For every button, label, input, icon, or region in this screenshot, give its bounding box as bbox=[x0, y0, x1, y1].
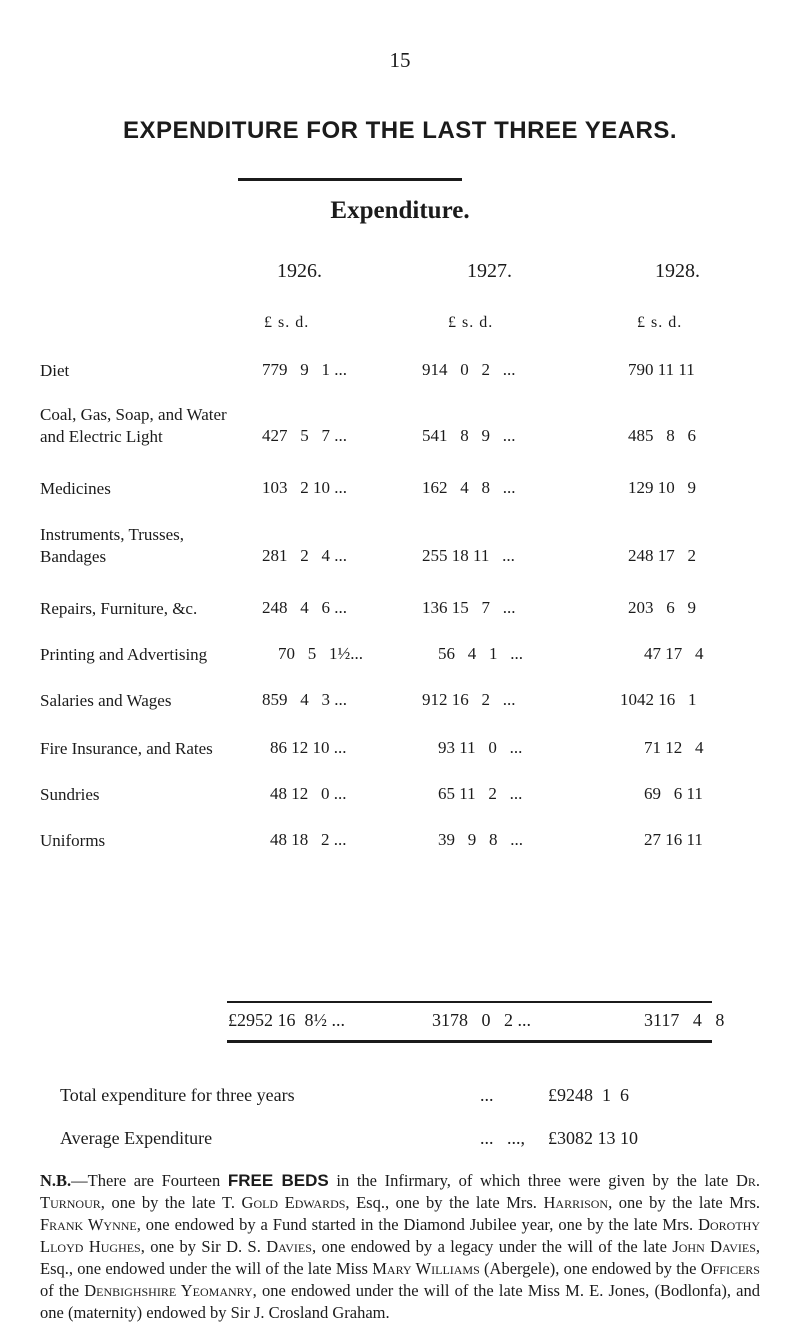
note-text: , Esq., one endowed under the will of the late Miss bbox=[40, 1237, 760, 1278]
row-1926-diet: 779 9 1 ... bbox=[262, 360, 347, 379]
row-1926-printing: 70 5 1½... bbox=[278, 644, 363, 663]
note-text: , Esq., one by the late Mrs. bbox=[345, 1193, 544, 1212]
note-text: (Abergele), one endowed by the bbox=[479, 1259, 701, 1278]
note-name: T. Gold Edwards bbox=[221, 1193, 346, 1212]
unit-header-1928: £ s. d. bbox=[637, 314, 683, 331]
row-1928-repairs: 203 6 9 bbox=[628, 598, 696, 617]
row-1927-fire-insurance: 93 11 0 ... bbox=[438, 738, 523, 757]
row-1927-salaries: 912 16 2 ... bbox=[422, 690, 516, 709]
note-text: , one by the late bbox=[100, 1193, 222, 1212]
totals-rule-top bbox=[227, 1001, 712, 1003]
page-number: 15 bbox=[389, 48, 411, 72]
row-label-instruments: Instruments, Trusses, Bandages bbox=[40, 525, 185, 566]
row-1928-uniforms: 27 16 11 bbox=[644, 830, 703, 849]
note-text: , one by the late Mrs. bbox=[608, 1193, 761, 1212]
row-1926-repairs: 248 4 6 ... bbox=[262, 598, 347, 617]
note-name: Frank Wynne bbox=[40, 1215, 137, 1234]
row-1928-printing: 47 17 4 bbox=[644, 644, 704, 663]
note-text: —There are Fourteen bbox=[71, 1171, 228, 1190]
row-label-medicines: Medicines bbox=[40, 479, 111, 498]
note-name: Dorothy Lloyd Hughes bbox=[40, 1215, 760, 1256]
note-name: Officers bbox=[700, 1259, 760, 1278]
note-text: , one endowed under the will of the late Miss M. E. Jones, (Bodlonfa), and one (maternity) endowed by Sir J. Crosland Graham. bbox=[40, 1281, 760, 1322]
note-paragraph bbox=[40, 1170, 760, 1324]
row-1927-medicines: 162 4 8 ... bbox=[422, 478, 516, 497]
totals-rule-bottom bbox=[227, 1040, 712, 1043]
row-1928-instruments: 248 17 2 bbox=[628, 546, 696, 565]
row-1927-sundries: 65 11 2 ... bbox=[438, 784, 523, 803]
note-name: Harrison bbox=[543, 1193, 609, 1212]
note-text: , one by Sir D. S. bbox=[140, 1237, 267, 1256]
row-1927-coal: 541 8 9 ... bbox=[422, 426, 516, 445]
row-1926-coal: 427 5 7 ... bbox=[262, 426, 347, 445]
summary-average-label: Average Expenditure bbox=[60, 1128, 213, 1148]
year-1927: 1927. bbox=[467, 260, 512, 282]
note-name: Denbighshire Yeomanry bbox=[84, 1281, 253, 1300]
row-label-repairs: Repairs, Furniture, &c. bbox=[40, 599, 198, 618]
summary-total-label: Total expenditure for three years bbox=[60, 1085, 295, 1105]
row-1926-uniforms: 48 18 2 ... bbox=[270, 830, 347, 849]
row-1926-fire-insurance: 86 12 10 ... bbox=[270, 738, 347, 757]
row-1928-sundries: 69 6 11 bbox=[644, 784, 703, 803]
row-1927-printing: 56 4 1 ... bbox=[438, 644, 523, 663]
summary-average-value: £3082 13 10 bbox=[548, 1128, 638, 1148]
row-label-coal: Coal, Gas, Soap, and Water and Electric Light bbox=[40, 405, 227, 446]
table-title: Expenditure. bbox=[330, 197, 470, 224]
row-1927-instruments: 255 18 11 ... bbox=[422, 546, 515, 565]
row-1927-repairs: 136 15 7 ... bbox=[422, 598, 516, 617]
note-text: in the Infirmary, of which three were given by the late bbox=[328, 1171, 736, 1190]
row-1928-fire-insurance: 71 12 4 bbox=[644, 738, 704, 757]
row-1928-diet: 790 11 11 bbox=[628, 360, 695, 379]
summary-average-leader: ... ..., bbox=[480, 1128, 525, 1148]
total-1927: 3178 0 2 ... bbox=[432, 1010, 531, 1030]
row-label-fire-insurance: Fire Insurance, and Rates bbox=[40, 739, 213, 758]
total-1928: 3117 4 8 bbox=[644, 1010, 725, 1030]
row-1926-salaries: 859 4 3 ... bbox=[262, 690, 347, 709]
note-name: Davies bbox=[266, 1237, 312, 1256]
row-label-salaries: Salaries and Wages bbox=[40, 691, 172, 710]
row-label-uniforms: Uniforms bbox=[40, 831, 106, 850]
note-text: of the bbox=[40, 1281, 85, 1300]
row-label-printing: Printing and Advertising bbox=[40, 645, 208, 664]
year-1926: 1926. bbox=[277, 260, 322, 282]
row-1928-coal: 485 8 6 bbox=[628, 426, 696, 445]
year-1928: 1928. bbox=[655, 260, 700, 282]
row-1926-sundries: 48 12 0 ... bbox=[270, 784, 347, 803]
note-name: John Davies bbox=[672, 1237, 756, 1256]
summary-total-value: £9248 1 6 bbox=[548, 1085, 629, 1105]
note-text: , one endowed by a legacy under the will of the late bbox=[311, 1237, 673, 1256]
unit-header-1926: £ s. d. bbox=[264, 314, 310, 331]
total-1926: £2952 16 8½ ... bbox=[228, 1010, 345, 1030]
free-beds: FREE BEDS bbox=[227, 1171, 329, 1190]
heading-rule bbox=[238, 178, 462, 181]
note-name: Dr. Turnour bbox=[40, 1171, 761, 1212]
page-heading: EXPENDITURE FOR THE LAST THREE YEARS. bbox=[122, 117, 678, 144]
row-1928-medicines: 129 10 9 bbox=[628, 478, 696, 497]
row-1926-medicines: 103 2 10 ... bbox=[262, 478, 347, 497]
row-1927-diet: 914 0 2 ... bbox=[422, 360, 516, 379]
row-1927-uniforms: 39 9 8 ... bbox=[438, 830, 523, 849]
note-prefix: N.B. bbox=[40, 1171, 72, 1190]
note-name: Mary Williams bbox=[372, 1259, 480, 1278]
row-label-diet: Diet bbox=[40, 361, 70, 380]
row-label-sundries: Sundries bbox=[40, 785, 100, 804]
row-1926-instruments: 281 2 4 ... bbox=[262, 546, 347, 565]
unit-header-1927: £ s. d. bbox=[448, 314, 494, 331]
note-text: , one endowed by a Fund started in the Diamond Jubilee year, one by the late Mrs. bbox=[136, 1215, 699, 1234]
summary-total-leader: ... bbox=[480, 1085, 494, 1105]
row-1928-salaries: 1042 16 1 bbox=[620, 690, 697, 709]
